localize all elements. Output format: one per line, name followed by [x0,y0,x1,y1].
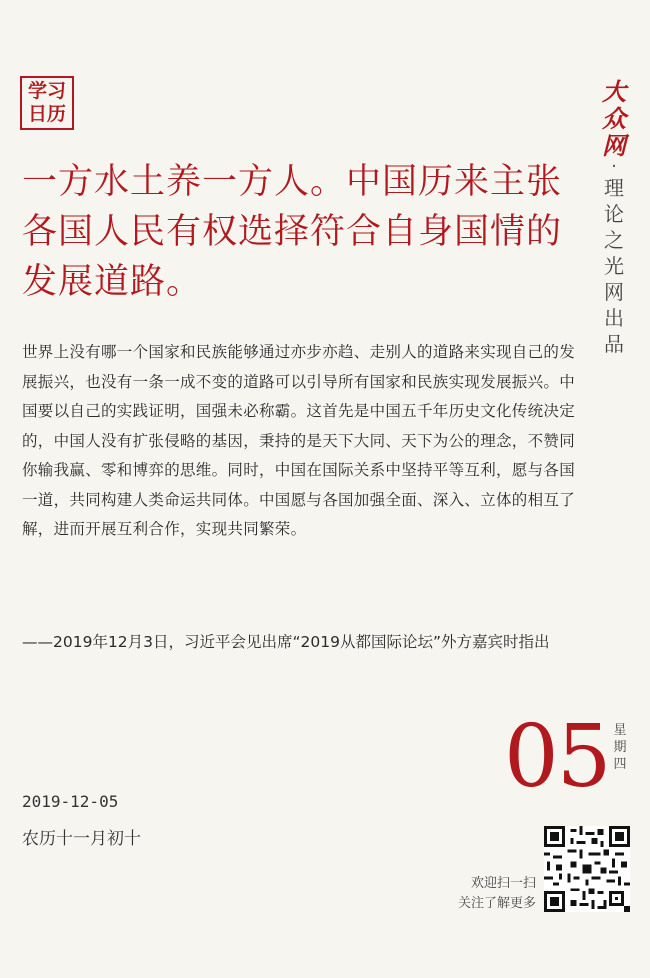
qr-caption [440,874,536,914]
weekday: 星期四 [613,723,627,772]
date-text: 2019-12-05 [22,792,119,811]
lunar-date: 农历十一月初十 [22,829,141,849]
qr-code-icon[interactable] [544,826,630,912]
body-paragraph: 世界上没有哪一个国家和民族能够通过亦步亦趋、走别人的道路来实现自己的发展振兴，也没有一条一成不变的道路可以引导所有国家和民族实现发展振兴。中国要以自己的实践证明，国强未必称霸。这首先是中国五千年历史文化传统决定的，中国人没有扩张侵略的基因，秉持的是天下大同、天下为公的理念，不赞同你输我赢、零和博弈的思维。同时，中国在国际关系中坚持平等互利，愿与各国一道，共同构建人类命运共同体。中国愿与各国加强全面、深入、立体的相互了解，进而开展互利合作，实现共同繁荣。 [22,343,576,538]
quote-source: ——2019年12月3日，习近平会见出席“2019从都国际论坛”外方嘉宾时指出 [22,633,550,651]
qr-caption-line-2: 关注了解更多 [457,896,536,911]
logo-line-2: 日历 [27,103,66,125]
brand-separator-dot: · [611,156,617,177]
headline: 一方水土养一方人。中国历来主张各国人民有权选择符合自身国情的发展道路。 [22,162,563,302]
logo-line-1: 学习 [27,80,66,102]
study-calendar-logo [20,76,74,130]
day-number: 05 [504,707,610,807]
qr-caption-line-1: 欢迎扫一扫 [470,876,536,891]
brand-name: 大众网 [602,77,626,160]
brand-subtitle: 理论之光网出品 [604,176,624,356]
brand-vertical [600,78,628,357]
